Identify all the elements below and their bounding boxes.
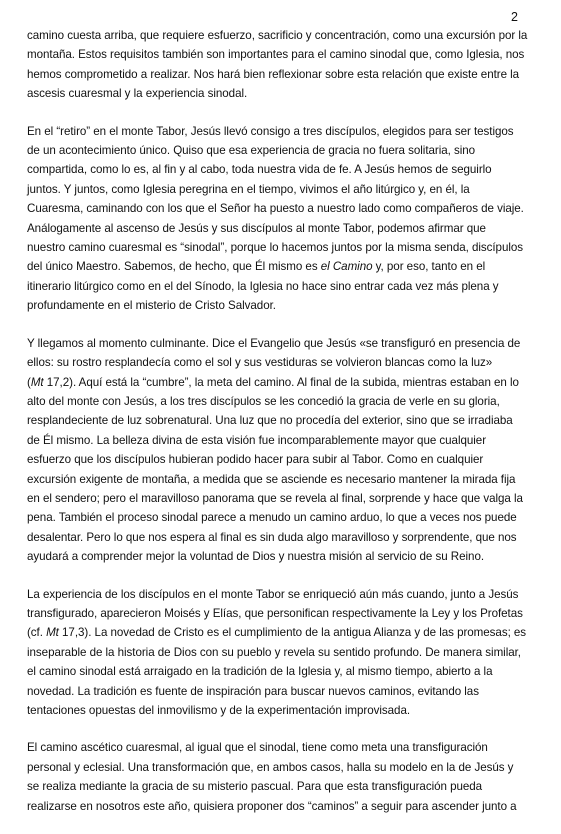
- text-line: del único Maestro. Sabemos, de hecho, que Él mismo es el Camino y, por eso, tanto en el: [27, 260, 486, 274]
- text-line: hemos comprometido a realizar. Nos hará bien reflexionar sobre esta relación que existe entre la: [27, 67, 520, 81]
- text-line: esfuerzo que los discípulos hubieran podido hacer para subir al Tabor. Como en cualquier: [27, 453, 484, 467]
- text-line: pena. También el proceso sinodal parece a menudo un camino arduo, lo que a veces nos puede: [27, 511, 517, 525]
- text-line: inseparable de la historia de Dios con su pueblo y revela su sentido profundo. De manera similar,: [27, 645, 521, 659]
- text-line: compartida, como lo es, al fin y al cabo, toda nuestra vida de fe. A Jesús hemos de seguirlo: [27, 163, 492, 177]
- text-line: ayudará a comprender mejor la voluntad de Dios y nuestra misión al servicio de su Reino.: [27, 550, 485, 564]
- text-line: personal y eclesial. Una transformación que, en ambos casos, halla su modelo en la de Jesús y: [27, 760, 514, 774]
- body-text: [27, 26, 543, 834]
- paragraph-3: [27, 334, 543, 567]
- text-line: de Él mismo. La belleza divina de esta visión fue incomparablemente mayor que cualquier: [27, 433, 487, 447]
- text-line: tentaciones opuestas del inmovilismo y de la experimentación improvisada.: [27, 704, 411, 717]
- text-line: profundamente en el misterio de Cristo Salvador.: [27, 299, 276, 313]
- text-line: Cuaresma, caminando con los que el Señor ha puesto a nuestro lado como compañeros de viaje.: [27, 202, 524, 216]
- paragraph-4: [27, 585, 543, 721]
- text-line: se realiza mediante la gracia de su misterio pascual. Para que esta transfiguración pueda: [27, 780, 483, 794]
- text-line: Y llegamos al momento culminante. Dice el Evangelio que Jesús «se transfiguró en presencia de: [27, 336, 521, 350]
- text-line: nuestro camino cuaresmal es “sinodal”, porque lo hacemos juntos por la misma senda, discípulos: [27, 241, 524, 255]
- text-line: el camino sinodal está arraigado en la tradición de la Iglesia y, al mismo tiempo, abierto a la: [27, 665, 493, 679]
- text-line: de un acontecimiento único. Quiso que esa experiencia de gracia no fuera solitaria, sino: [27, 144, 476, 158]
- text-line: itinerario litúrgico como en el del Sínodo, la Iglesia no hace sino entrar cada vez más plena y: [27, 279, 499, 293]
- paragraph-1: [27, 26, 543, 104]
- text-line: realizarse en nosotros este año, quisiera proponer dos “caminos” a seguir para ascender junto a: [27, 799, 517, 813]
- text-line: juntos. Y juntos, como Iglesia peregrina en el tiempo, vivimos el año litúrgico y, en él, la: [27, 182, 470, 196]
- text-line: en el sendero; pero el maravilloso panorama que se revela al final, sorprende y hace que valga la: [27, 491, 523, 505]
- text-line: alto del monte con Jesús, a los tres discípulos se les concedió la gracia de verle en su gloria,: [27, 394, 500, 408]
- page-number: 2: [511, 10, 518, 24]
- text-line: transfigurado, aparecieron Moisés y Elías, que personifican respectivamente la Ley y los Profetas: [27, 606, 523, 620]
- text-line: (Mt 17,2). Aquí está la “cumbre”, la meta del camino. Al final de la subida, mientras estaban en lo: [27, 375, 519, 389]
- text-line: desalentar. Pero lo que nos espera al final es sin duda algo maravilloso y sorprendente, que nos: [27, 530, 517, 544]
- paragraph-5: [27, 738, 543, 816]
- text-line: ascesis cuaresmal y la experiencia sinodal.: [27, 87, 248, 101]
- text-line: El camino ascético cuaresmal, al igual que el sinodal, tiene como meta una transfiguración: [27, 741, 488, 755]
- text-line: La experiencia de los discípulos en el monte Tabor se enriqueció aún más cuando, junto a Jesús: [27, 587, 519, 601]
- text-line: En el “retiro” en el monte Tabor, Jesús llevó consigo a tres discípulos, elegidos para ser testigos: [27, 124, 514, 138]
- text-line: (cf. Mt 17,3). La novedad de Cristo es el cumplimiento de la antigua Alianza y de las promesas; es: [27, 626, 527, 640]
- text-line: camino cuesta arriba, que requiere esfuerzo, sacrificio y concentración, como una excursión por la: [27, 29, 528, 42]
- text-line: excursión exigente de montaña, a medida que se asciende es necesario mantener la mirada fija: [27, 472, 516, 486]
- paragraph-2: [27, 122, 543, 316]
- text-line: novedad. La tradición es fuente de inspiración para buscar nuevos caminos, evitando las: [27, 684, 479, 698]
- text-line: montaña. Estos requisitos también son importantes para el camino sinodal que, como Iglesia, nos: [27, 48, 525, 62]
- text-line: ellos: su rostro resplandecía como el sol y sus vestiduras se volvieron blancas como la luz»: [27, 356, 493, 370]
- text-line: resplandeciente de luz sobrenatural. Una luz que no procedía del exterior, sino que se irradiaba: [27, 414, 513, 428]
- text-line: Análogamente al ascenso de Jesús y sus discípulos al monte Tabor, podemos afirmar que: [27, 221, 486, 235]
